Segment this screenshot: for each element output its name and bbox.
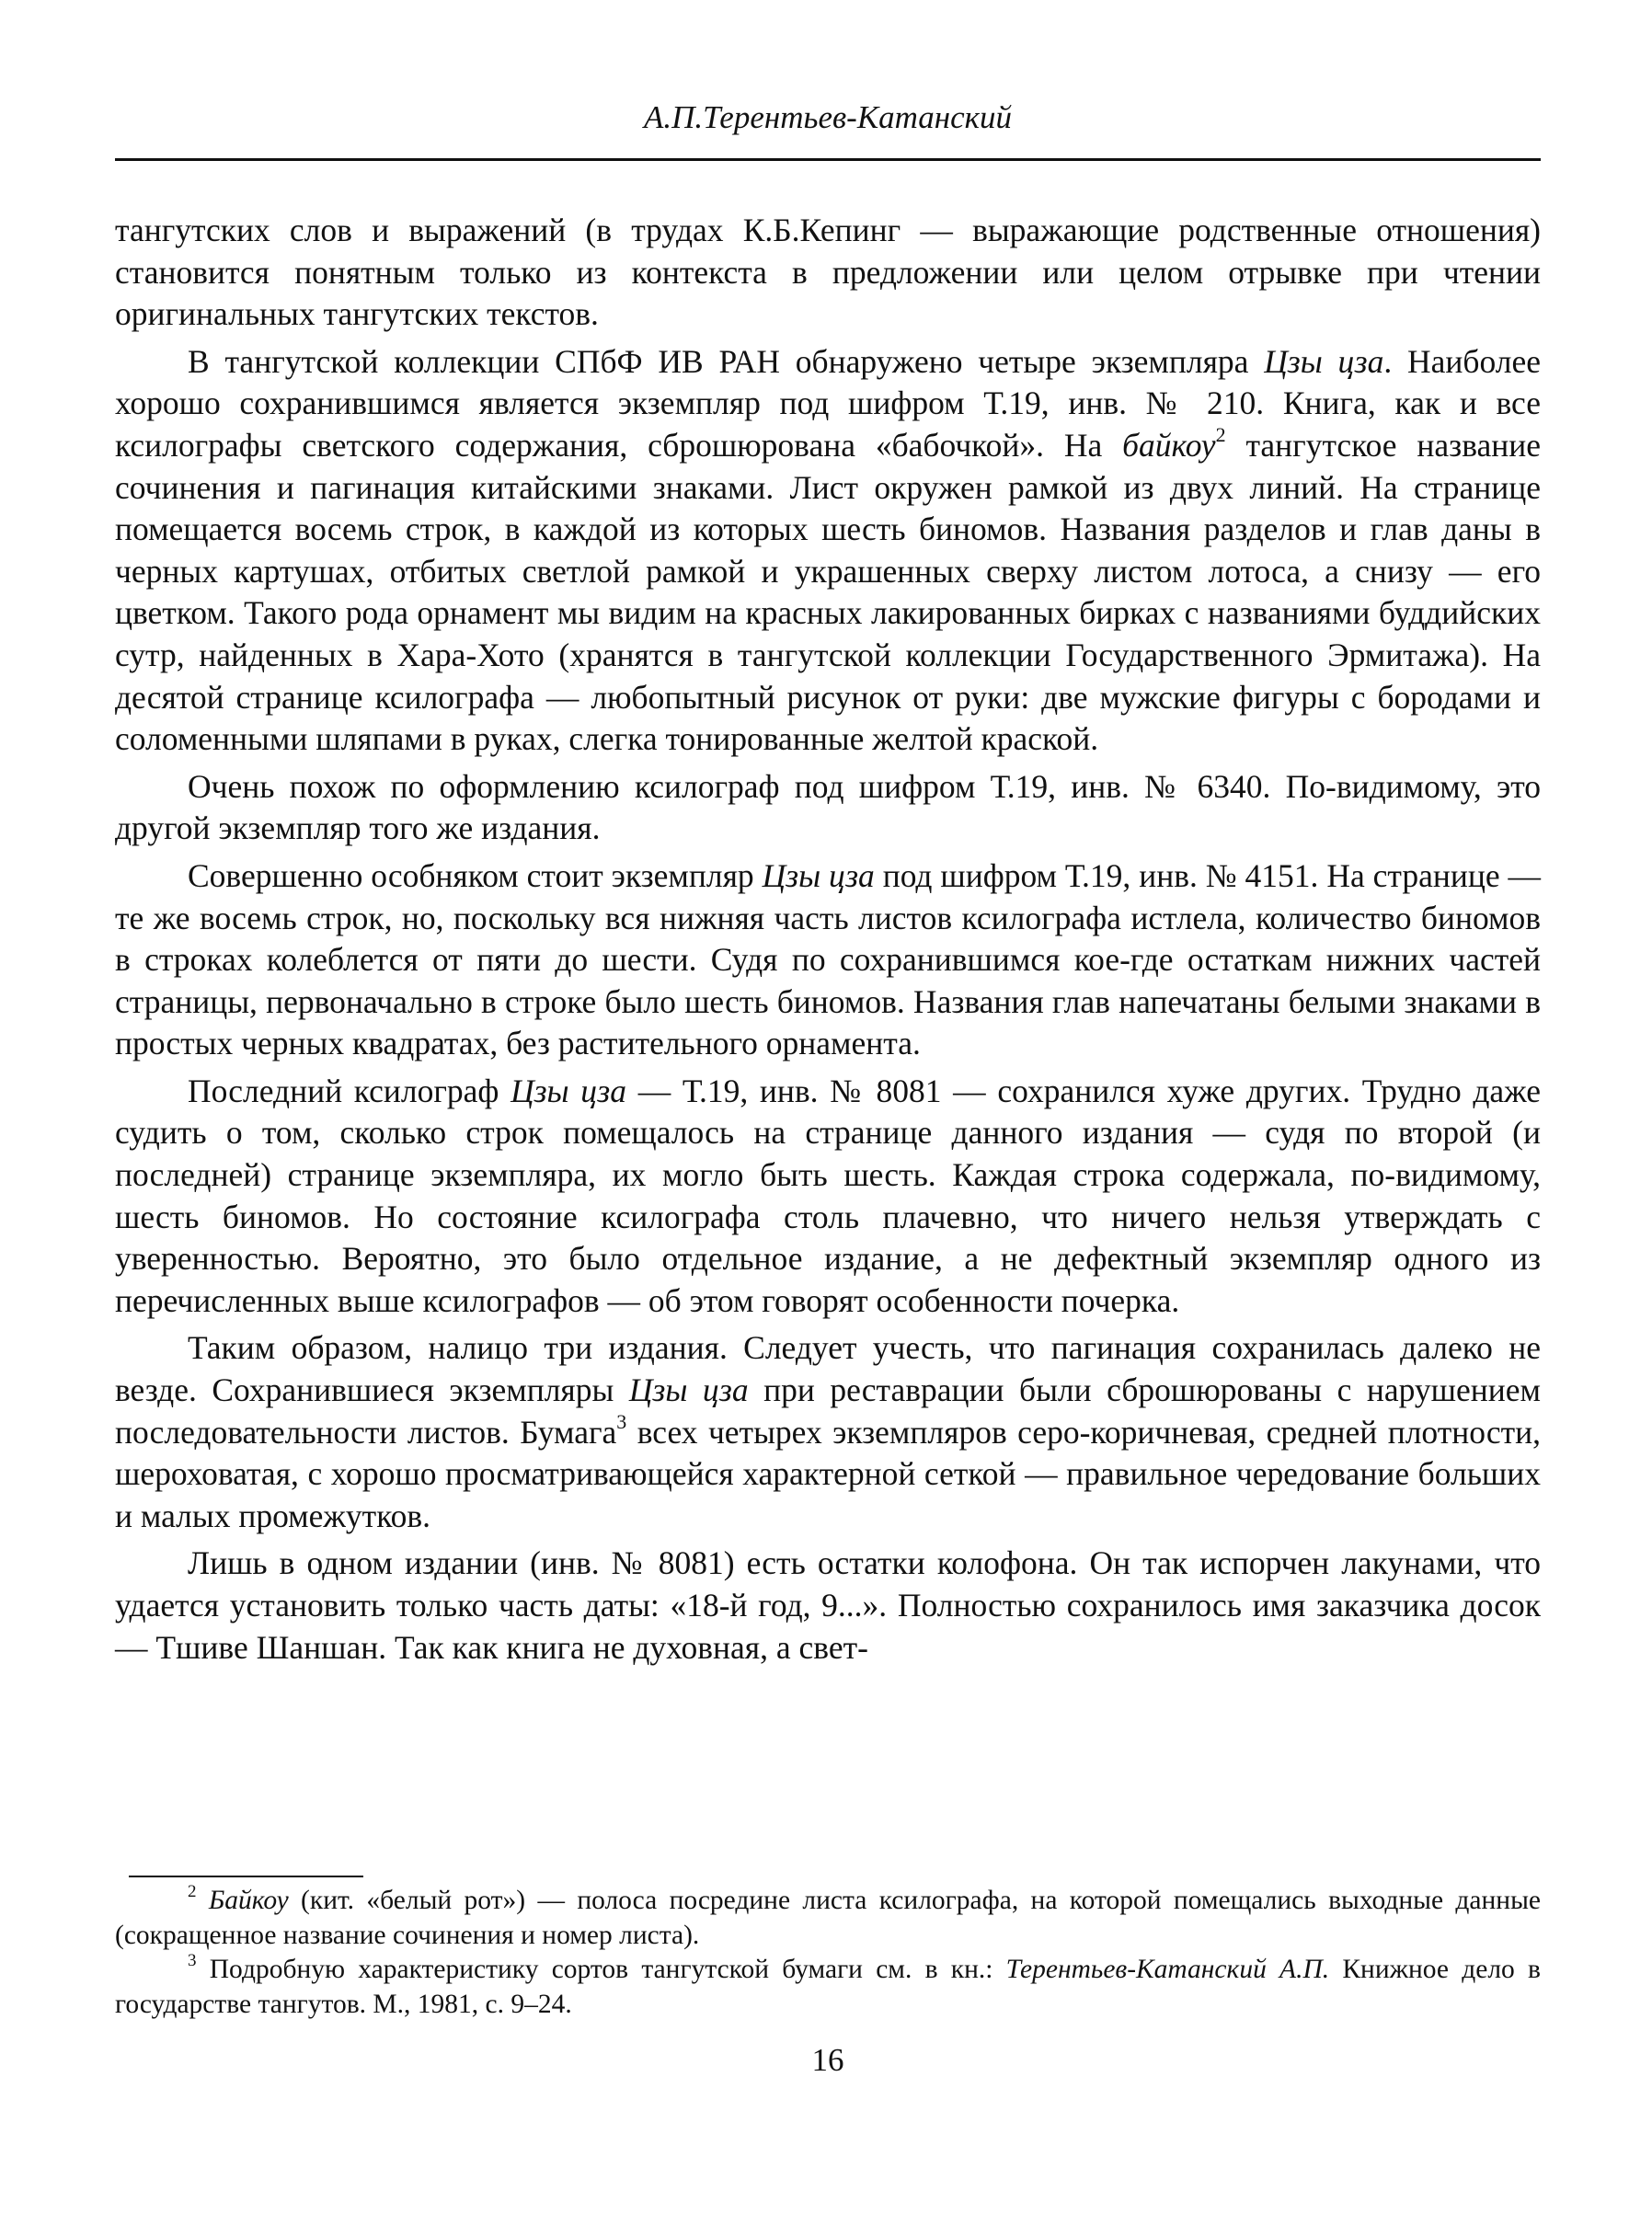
footnote-2 [115,1884,1541,1953]
footnote-3 [115,1953,1541,2022]
paragraph-5-text-b: — Т.19, инв. № 8081 — сохранился хуже других. Трудно даже судить о том, сколько строк помещалось на странице данного издания — судя по второй (и последней) странице экземпляра, их могло быть шесть. Каждая строка содержала, по-видимому, шесть биномов. Но состояние ксилографа столь плачевно, что ничего нельзя утверждать с уверенностью. Вероятно, это было отдельное издание, а не дефектный экземпляр одного из перечисленных выше ксилографов — об этом говорят особенности почерка. [115,1072,1541,1319]
page-number: 16 [811,2042,844,2078]
footnote-ref-2: 2 [1215,422,1226,446]
footnote-3-author: Терентьев-Катанский А.П. [1005,1955,1330,1984]
paragraph-5 [115,1071,1541,1323]
work-title: Цзы цза [762,856,875,894]
paragraph-2-text-c: тангутское название сочинения и пагинация китайскими знаками. Лист окружен рамкой из двух линий. На странице помещается восемь строк, в каждой из которых шесть биномов. Названия разделов и глав даны в черных картушах, отбитых светлой рамкой и украшенных сверху листом лотоса, а снизу — его цветком. Такого рода орнамент мы видим на красных лакированных бирках с названиями буддийских сутр, найденных в Хара-Хото (хранятся в тангутской коллекции Государственного Эрмитажа). На десятой странице ксилографа — любопытный рисунок от руки: две мужские фигуры с бородами и соломенными шляпами в руках, слегка тонированные желтой краской. [115,426,1542,758]
footnote-3-reference: Книжное дело в государстве тангутов. М., 1981, с. 9–24. [115,1955,1541,2019]
paragraph-1-text: тангутских слов и выражений (в трудах К.Б.Кепинг — выражающие родственные отношения) становится понятным только из контекста в предложении или целом отрывке при чтении оригинальных тангутских текстов. [115,212,1541,333]
paragraph-2-text-b: . Наиболее хорошо сохранившимся является экземпляр под шифром Т.19, инв. № 210. Книга, как и все ксилографы светского содержания, сброшюрована «бабочкой». На [115,342,1541,464]
paragraph-2 [115,341,1541,761]
paragraph-1 [115,210,1541,336]
footnote-2-number: 2 [188,1882,197,1901]
footnote-3-text: Подробную характеристику сортов тангутской бумаги см. в кн.: [196,1955,1006,1984]
term-baikou: байкоу [1122,426,1216,464]
paragraph-2-text-a: В тангутской коллекции СПбФ ИВ РАН обнаружено четыре экземпляра [188,342,1265,380]
paragraph-4-text-a: Совершенно особняком стоит экземпляр [188,856,763,894]
paragraph-6-text-c: всех четырех экземпляров серо-коричневая, средней плотности, шероховатая, с хорошо просматривающейся характерной сеткой — правильное чередование больших и малых промежутков. [115,1413,1541,1534]
paragraph-6-text-a: Таким образом, налицо три издания. Следует учесть, что пагинация сохранилась далеко не везде. Сохранившиеся экземпляры [115,1329,1541,1409]
work-title: Цзы цза [1264,342,1384,380]
paragraph-4-text-b: под шифром Т.19, инв. № 4151. На странице — те же восемь строк, но, поскольку вся нижняя часть листов ксилографа истлела, количество биномов в строках колеблется от пяти до шести. Судя по сохранившимся кое-где остаткам нижних частей страницы, первоначально в строке было шесть биномов. Названия глав напечатаны белыми знаками в простых черных квадратах, без растительного орнамента. [115,856,1541,1062]
main-text [115,210,1541,1674]
paragraph-7-text: Лишь в одном издании (инв. № 8081) есть остатки колофона. Он так испорчен лакунами, что удается установить только часть даты: «18-й год, 9...». Полностью сохранилось имя заказчика досок — Тшиве Шаншан. Так как книга не духовная, а свет- [115,1544,1541,1666]
paragraph-7 [115,1543,1541,1669]
footnote-2-term: Байкоу [208,1886,289,1915]
work-title: Цзы цза [628,1371,749,1409]
footnote-3-number: 3 [188,1951,197,1970]
header-rule [115,158,1541,161]
footnote-separator [129,1876,363,1877]
paragraph-3-text: Очень похож по оформлению ксилограф под шифром Т.19, инв. № 6340. По-видимому, это другой экземпляр того же издания. [115,767,1541,847]
paragraph-6-text-b: при реставрации были сброшюрованы с нарушением последовательности листов. Бумага [115,1371,1541,1451]
paragraph-3 [115,766,1541,850]
paragraph-5-text-a: Последний ксилограф [188,1072,511,1109]
paragraph-4 [115,855,1541,1065]
work-title: Цзы цза [511,1072,627,1109]
footnotes [115,1884,1541,2022]
footnote-2-text: (кит. «белый рот») — полоса посредине листа ксилографа, на которой помещались выходные данные (сокращенное название сочинения и номер листа). [115,1886,1541,1950]
footnote-ref-3: 3 [616,1409,627,1433]
paragraph-6 [115,1327,1541,1537]
running-header: А.П.Терентьев-Катанский [643,99,1013,135]
